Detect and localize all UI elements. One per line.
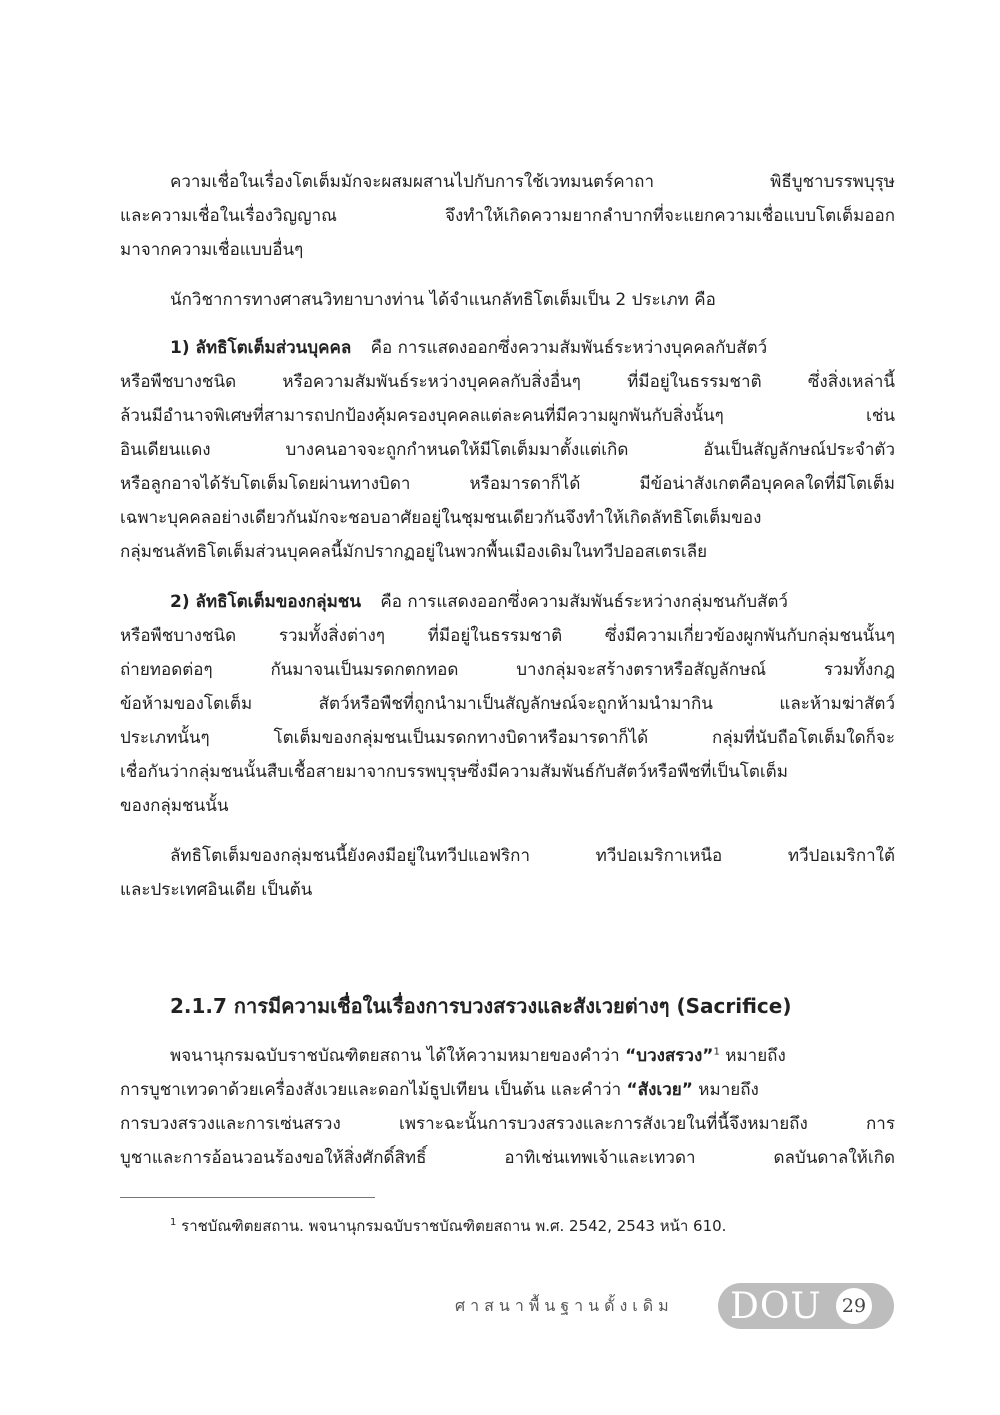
section-heading: 2.1.7 การมีความเชื่อในเรื่องการบวงสรวงและสังเวยต่างๆ (Sacrifice) — [170, 994, 792, 1018]
page-number: 29 — [834, 1286, 874, 1326]
paragraph-line: และความเชื่อในเรื่องวิญญาณ จึงทำให้เกิดความยากลำบากที่จะแยกความเชื่อแบบโตเต็มออก — [120, 206, 895, 226]
paragraph-text: พจนานุกรมฉบับราชบัณฑิตยสถาน ได้ให้ความหมายของคำว่า — [170, 1046, 626, 1066]
paragraph-line: ประเภทนั้นๆ โตเต็มของกลุ่มชนเป็นมรดกทางบิดาหรือมารดาก็ได้ กลุ่มที่นับถือโตเต็มใดก็จะ — [120, 728, 895, 748]
subsection-label: 1) ลัทธิโตเต็มส่วนบุคคล — [170, 338, 352, 358]
paragraph-line: เชื่อกันว่ากลุ่มชนนั้นสืบเชื้อสายมาจากบรรพบุรุษซึ่งมีความสัมพันธ์กับสัตว์หรือพืชที่เป็นโตเต็ม — [120, 762, 788, 782]
paragraph-line: หรือพืชบางชนิด รวมทั้งสิ่งต่างๆ ที่มีอยู่ในธรรมชาติ ซึ่งมีความเกี่ยวข้องผูกพันกับกลุ่มชนนั้นๆ — [120, 626, 895, 646]
paragraph-line — [170, 590, 895, 614]
paragraph-line: ข้อห้ามของโตเต็ม สัตว์หรือพืชที่ถูกนำมาเป็นสัญลักษณ์จะถูกห้ามนำมากิน และห้ามฆ่าสัตว์ — [120, 694, 895, 714]
dou-logo-text: DOU — [730, 1286, 822, 1327]
footnote-text: ราชบัณฑิตยสถาน. พจนานุกรมฉบับราชบัณฑิตยสถาน พ.ศ. 2542, 2543 หน้า 610. — [176, 1217, 727, 1235]
paragraph-line: ความเชื่อในเรื่องโตเต็มมักจะผสมผสานไปกับการใช้เวทมนตร์คาถา พิธีบูชาบรรพบุรุษ — [170, 172, 895, 192]
paragraph-line: ลัทธิโตเต็มของกลุ่มชนนี้ยังคงมีอยู่ในทวีปแอฟริกา ทวีปอเมริกาเหนือ ทวีปอเมริกาใต้ — [170, 846, 895, 866]
paragraph-line: เฉพาะบุคคลอย่างเดียวกันมักจะชอบอาศัยอยู่ในชุมชนเดียวกันจึงทำให้เกิดลัทธิโตเต็มของ — [120, 508, 762, 528]
paragraph-text: หมายถึง — [719, 1046, 786, 1066]
footnote-divider — [120, 1197, 375, 1198]
paragraph-line: นักวิชาการทางศาสนวิทยาบางท่าน ได้จำแนกลัทธิโตเต็มเป็น 2 ประเภท คือ — [170, 290, 716, 310]
paragraph-text: หมายถึง — [692, 1080, 759, 1100]
paragraph-line — [120, 1078, 895, 1102]
defined-term: “บวงสรวง” — [625, 1046, 714, 1066]
paragraph-line: หรือพืชบางชนิด หรือความสัมพันธ์ระหว่างบุคคลกับสิ่งอื่นๆ ที่มีอยู่ในธรรมชาติ ซึ่งสิ่งเหล่านี้ — [120, 372, 895, 392]
paragraph-line: กลุ่มชนลัทธิโตเต็มส่วนบุคคลนี้มักปรากฏอยู่ในพวกพื้นเมืองเดิมในทวีปออสเตรเลีย — [120, 542, 708, 562]
footnote-marker: 1 — [170, 1217, 177, 1228]
footnote — [170, 1215, 726, 1237]
footnote-reference[interactable]: 1 — [713, 1046, 720, 1058]
subsection-label: 2) ลัทธิโตเต็มของกลุ่มชน — [170, 592, 361, 612]
defined-term: “สังเวย” — [626, 1080, 693, 1100]
paragraph-line: ของกลุ่มชนนั้น — [120, 796, 229, 816]
paragraph-line: การบวงสรวงและการเซ่นสรวง เพราะฉะนั้นการบวงสรวงและการสังเวยในที่นี้จึงหมายถึง การ — [120, 1114, 895, 1134]
paragraph-text: คือ การแสดงออกซึ่งความสัมพันธ์ระหว่างกลุ่มชนกับสัตว์ — [380, 592, 788, 612]
paragraph-line: ถ่ายทอดต่อๆ กันมาจนเป็นมรดกตกทอด บางกลุ่มจะสร้างตราหรือสัญลักษณ์ รวมทั้งกฎ — [120, 660, 895, 680]
running-footer-title: ศาสนาพื้นฐานดั้งเดิม — [455, 1296, 674, 1315]
paragraph-line: หรือลูกอาจได้รับโตเต็มโดยผ่านทางบิดา หรือมารดาก็ได้ มีข้อน่าสังเกตคือบุคคลใดที่มีโตเต็ม — [120, 474, 895, 494]
paragraph-line: บูชาและการอ้อนวอนร้องขอให้สิ่งศักดิ์สิทธิ์ อาทิเช่นเทพเจ้าและเทวดา ดลบันดาลให้เกิด — [120, 1148, 895, 1168]
paragraph-text: คือ การแสดงออกซึ่งความสัมพันธ์ระหว่างบุคคลกับสัตว์ — [370, 338, 768, 358]
paragraph-line: อินเดียนแดง บางคนอาจจะถูกกำหนดให้มีโตเต็มมาตั้งแต่เกิด อันเป็นสัญลักษณ์ประจำตัว — [120, 440, 895, 460]
paragraph-line — [170, 1044, 895, 1068]
paragraph-line — [170, 336, 895, 360]
paragraph-text: การบูชาเทวดาด้วยเครื่องสังเวยและดอกไม้ธูปเทียน เป็นต้น และคำว่า — [120, 1080, 627, 1100]
paragraph-line: ล้วนมีอำนาจพิเศษที่สามารถปกป้องคุ้มครองบุคคลแต่ละคนที่มีความผูกพันกับสิ่งนั้นๆ เช่น — [120, 406, 895, 426]
paragraph-line: และประเทศอินเดีย เป็นต้น — [120, 880, 313, 900]
paragraph-line: มาจากความเชื่อแบบอื่นๆ — [120, 240, 304, 260]
